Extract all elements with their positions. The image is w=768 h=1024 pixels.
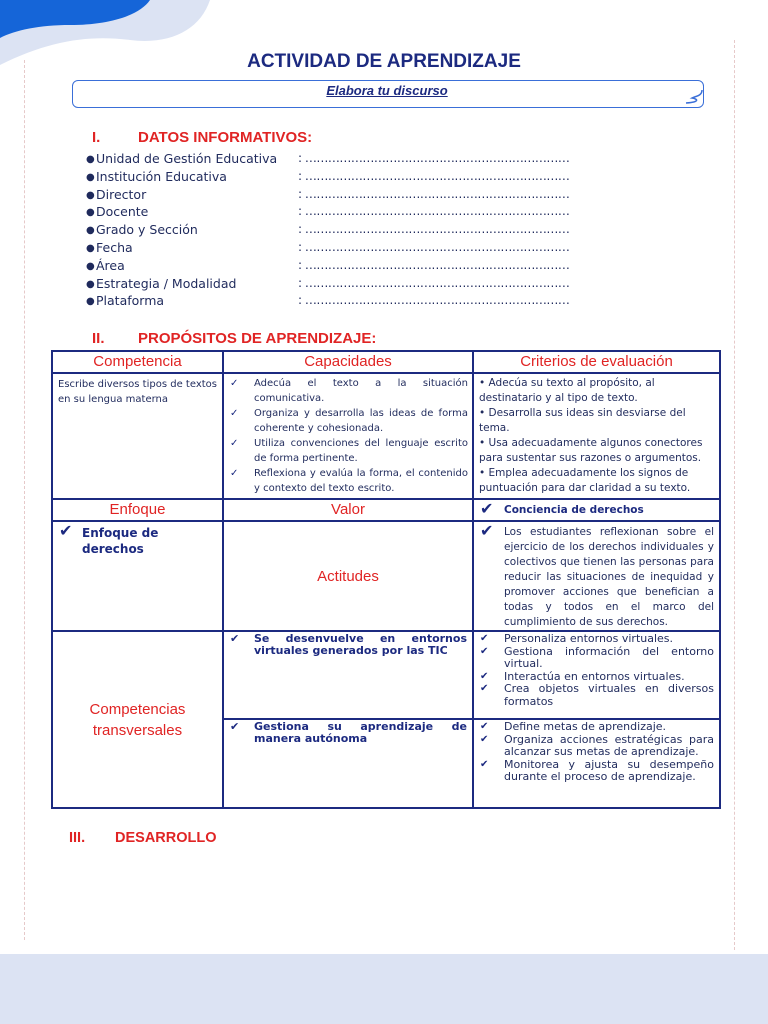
- checkmark-icon: ✔: [480, 633, 489, 644]
- autonoma-title: Gestiona su aprendizaje de manera autónoma: [254, 720, 467, 745]
- info-field-value[interactable]: : ……………………………………………………………: [298, 293, 570, 308]
- info-field-row: ● Institución Educativa : ……………………………………………………………: [86, 168, 570, 184]
- capacidad-item: ✓ Utiliza convenciones del lenguaje escrito de forma pertinente.: [230, 438, 468, 464]
- info-field-value[interactable]: : ……………………………………………………………: [298, 186, 570, 201]
- page-title: ACTIVIDAD DE APRENDIZAJE: [247, 51, 521, 72]
- header-capacidades: Capacidades: [223, 351, 473, 373]
- section-3-number: III.: [69, 830, 86, 846]
- checkmark-icon: ✔: [230, 720, 240, 733]
- info-field-list: [86, 151, 570, 311]
- checkmark-icon: ✓: [230, 468, 239, 479]
- section-1-number: I.: [92, 129, 101, 146]
- competencia-cell: [52, 373, 223, 499]
- info-field-value[interactable]: : ……………………………………………………………: [298, 275, 570, 290]
- checkmark-icon: ✔: [480, 670, 489, 682]
- autonoma-items-cell: [473, 719, 720, 808]
- checkmark-icon: ✓: [230, 438, 239, 449]
- header-competencia: Competencia: [52, 351, 223, 373]
- purposes-table: [51, 350, 721, 809]
- info-field-row: ● Grado y Sección : ……………………………………………………………: [86, 222, 570, 238]
- checkmark-icon: ✓: [230, 408, 239, 419]
- info-field-row: ● Área : ……………………………………………………………: [86, 257, 570, 273]
- checkmark-icon: ✔: [480, 521, 494, 540]
- info-field-row: ● Estrategia / Modalidad : ……………………………………………………………: [86, 275, 570, 291]
- header-enfoque: Enfoque: [52, 499, 223, 521]
- info-field-value[interactable]: : ……………………………………………………………: [298, 239, 570, 254]
- tic-item: ✔ Gestiona información del entorno virtual.: [480, 644, 714, 670]
- checkmark-icon: ✔: [480, 683, 489, 694]
- left-margin-line: [24, 60, 25, 940]
- checkmark-icon: ✔: [230, 632, 240, 645]
- right-margin-line: [734, 40, 735, 950]
- autonoma-cell: [223, 719, 473, 808]
- activity-subtitle: Elabora tu discurso: [326, 83, 448, 98]
- conciencia-cell: [473, 499, 720, 521]
- tic-items-cell: [473, 631, 720, 719]
- criterios-cell: [473, 373, 720, 499]
- checkmark-icon: ✔: [480, 645, 489, 657]
- tic-title: Se desenvuelve en entornos virtuales generados por las TIC: [254, 632, 467, 657]
- capacidad-item: ✓ Organiza y desarrolla las ideas de forma coherente y cohesionada.: [230, 408, 468, 434]
- info-field-row: ● Fecha : ……………………………………………………………: [86, 239, 570, 255]
- info-field-value[interactable]: : ……………………………………………………………: [298, 222, 570, 237]
- criterio-item: • Adecúa su texto al propósito, al destinatario y al tipo de texto.: [479, 377, 655, 404]
- section-2-number: II.: [92, 330, 105, 347]
- scroll-curl-icon: [682, 90, 706, 110]
- info-field-value[interactable]: : ……………………………………………………………: [298, 257, 570, 272]
- info-field-row: ● Plataforma : ……………………………………………………………: [86, 293, 570, 309]
- transversales-label: Competencias transversales: [89, 700, 186, 739]
- section-1-heading: [92, 129, 312, 146]
- autonoma-item: ✔ Monitorea y ajusta su desempeño durante el proceso de aprendizaje.: [480, 757, 714, 783]
- actitudes-text-cell: [473, 521, 720, 631]
- criterio-item: • Emplea adecuadamente los signos de puntuación para dar claridad a su texto.: [479, 467, 691, 494]
- capacidad-item: ✓ Adecúa el texto a la situación comunicativa.: [230, 378, 468, 404]
- conciencia-label: Conciencia de derechos: [504, 504, 644, 516]
- tic-item: ✔ Interactúa en entornos virtuales.: [480, 669, 685, 683]
- info-field-value[interactable]: : ……………………………………………………………: [298, 151, 570, 165]
- header-valor: Valor: [223, 499, 473, 521]
- enfoque-name-cell: [52, 521, 223, 631]
- criterio-item: • Desarrolla sus ideas sin desviarse del tema.: [479, 407, 686, 434]
- info-field-value[interactable]: : ……………………………………………………………: [298, 204, 570, 219]
- enfoque-name: Enfoque de derechos: [82, 526, 159, 556]
- checkmark-icon: ✔: [480, 499, 494, 518]
- info-field-row: ● Director : ……………………………………………………………: [86, 186, 570, 202]
- transversales-cell: [52, 631, 223, 808]
- section-3-heading: [69, 830, 217, 846]
- checkmark-icon: ✔: [59, 521, 73, 540]
- capacidad-item: ✓ Reflexiona y evalúa la forma, el contenido y contexto del texto escrito.: [230, 468, 468, 494]
- info-field-row: ● Unidad de Gestión Educativa : ……………………………………………………………: [86, 151, 570, 166]
- info-field-value[interactable]: : ……………………………………………………………: [298, 168, 570, 183]
- checkmark-icon: ✔: [480, 721, 489, 732]
- tic-item: ✔ Personaliza entornos virtuales.: [480, 632, 674, 645]
- checkmark-icon: ✓: [230, 378, 239, 389]
- autonoma-item: ✔ Define metas de aprendizaje.: [480, 720, 667, 733]
- header-criterios: Criterios de evaluación: [473, 351, 720, 373]
- actitudes-label: Actitudes: [317, 567, 379, 585]
- header-wave-decoration: [0, 0, 210, 90]
- section-3-title: DESARROLLO: [115, 830, 217, 846]
- capacidades-cell: [223, 373, 473, 499]
- criterio-item: • Usa adecuadamente algunos conectores para sustentar sus razones o argumentos.: [479, 437, 703, 464]
- footer-band: [0, 954, 768, 1024]
- autonoma-item: ✔ Organiza acciones estratégicas para alcanzar sus metas de aprendizaje.: [480, 732, 714, 758]
- tic-item: ✔ Crea objetos virtuales en diversos formatos: [480, 682, 714, 708]
- section-2-heading: [92, 330, 376, 347]
- actitudes-cell: [223, 521, 473, 631]
- checkmark-icon: ✔: [480, 733, 489, 745]
- section-1-title: DATOS INFORMATIVOS:: [138, 129, 313, 146]
- info-field-row: ● Docente : ……………………………………………………………: [86, 204, 570, 220]
- checkmark-icon: ✔: [480, 758, 489, 770]
- actitudes-description: Los estudiantes reflexionan sobre el ejercicio de los derechos individuales y colectivos que tienen las personas para reducir las situaciones de inequidad y promover acciones que benefician a todas y todos en el marco del cumplimiento de sus derechos.: [504, 526, 714, 628]
- competencia-text: Escribe diversos tipos de textos en su lengua materna: [58, 379, 217, 405]
- section-2-title: PROPÓSITOS DE APRENDIZAJE:: [138, 330, 377, 347]
- tic-cell: [223, 631, 473, 719]
